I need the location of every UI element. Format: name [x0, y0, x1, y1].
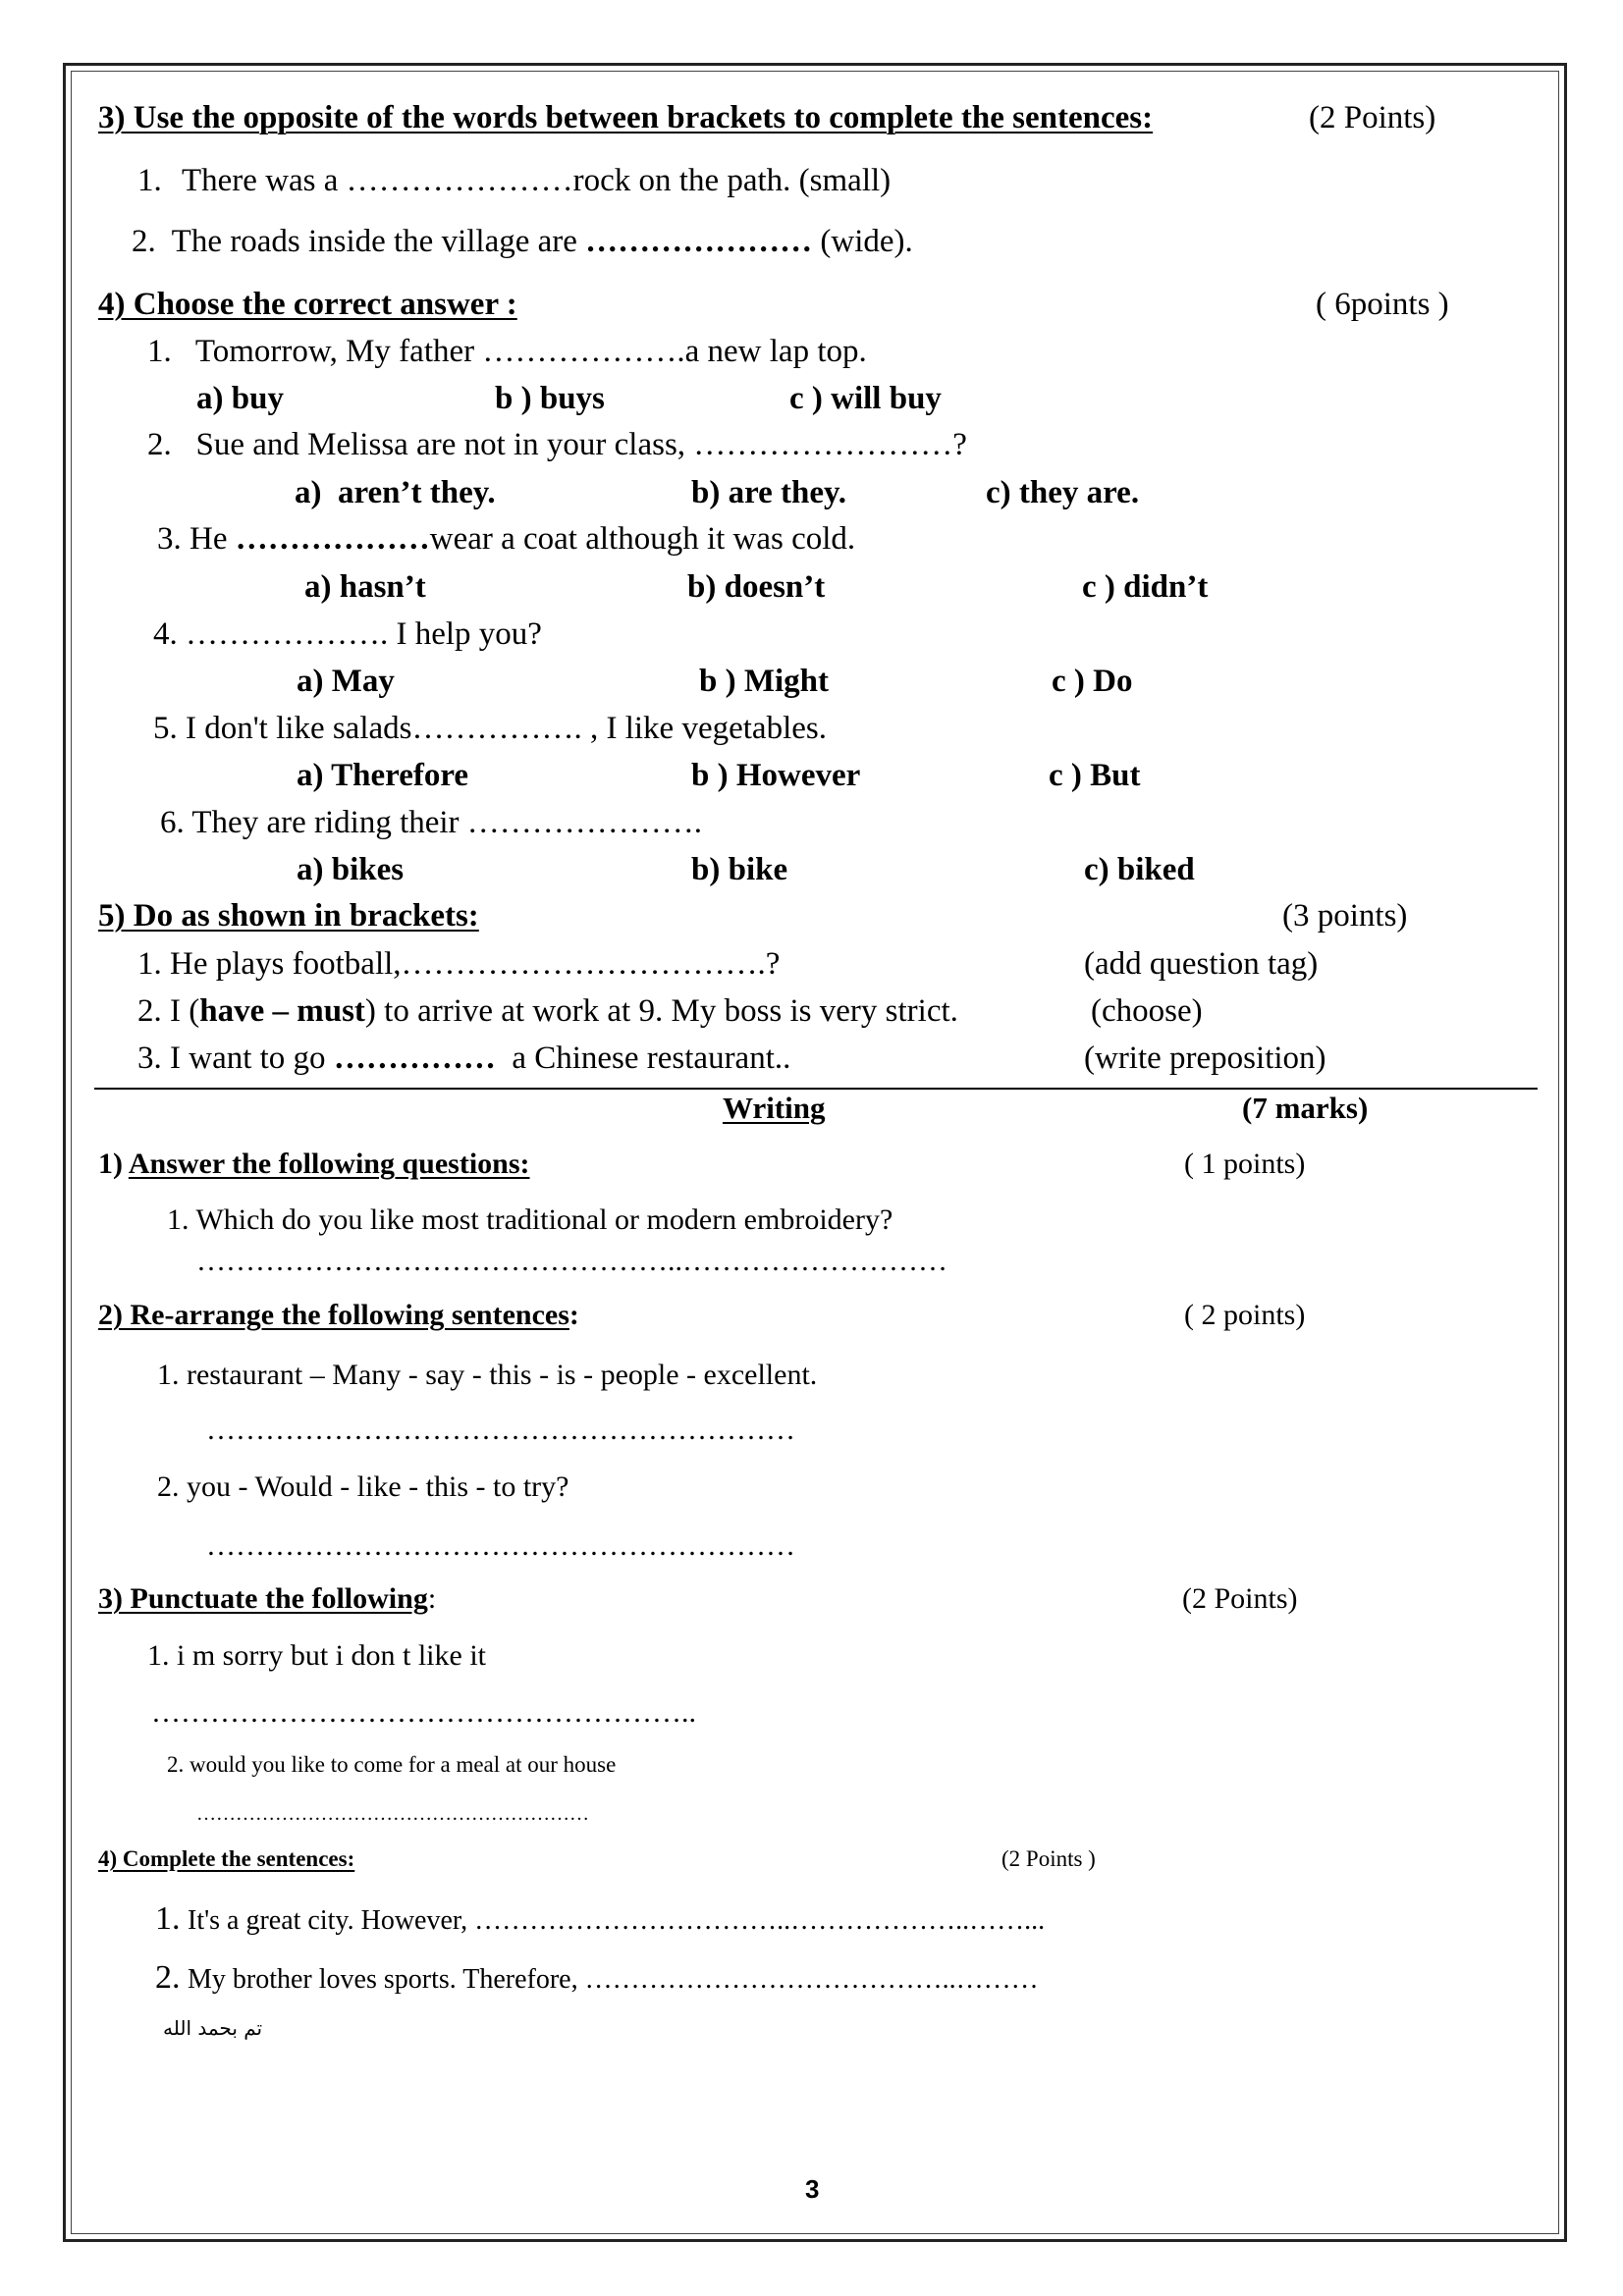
question-5-option-c[interactable]: c ) But — [1049, 758, 1141, 793]
w3-title — [98, 1584, 436, 1614]
w3-item-1-line[interactable]: ……………………………………………….. — [151, 1696, 696, 1729]
section5-item-2-instruction: (choose) — [1091, 993, 1203, 1029]
section3-item-1-num: 1. — [137, 163, 162, 198]
question-1-option-b[interactable]: b ) buys — [495, 381, 605, 416]
w3-title-text: 3) Punctuate the following — [98, 1582, 428, 1615]
blank-dots: ………………… — [585, 224, 813, 259]
w4-item-2-text: My brother loves sports. Therefore, …………………………………..……… — [188, 1964, 1039, 1995]
section5-item-3-instruction: (write preposition) — [1084, 1041, 1326, 1076]
w3-item-1: 1. i m sorry but i don t like it — [147, 1639, 486, 1672]
question-3-option-a[interactable]: a) hasn’t — [304, 569, 426, 605]
question-4: 4. ………………. I help you? — [153, 616, 542, 652]
w1-points: ( 1 points) — [1184, 1148, 1306, 1180]
question-5-option-b[interactable]: b ) However — [691, 758, 861, 793]
question-6-option-b[interactable]: b) bike — [691, 852, 788, 887]
w2-points: ( 2 points) — [1184, 1299, 1306, 1331]
question-1-option-c[interactable]: c ) will buy — [789, 381, 942, 416]
question-4-option-c[interactable]: c ) Do — [1052, 664, 1133, 699]
question-2-option-c[interactable]: c) they are. — [986, 475, 1140, 510]
w4-item-1-num: 1. — [155, 1900, 181, 1937]
blank-dots: …………… — [333, 1041, 496, 1076]
w3-points: (2 Points) — [1182, 1582, 1298, 1615]
w4-item-1 — [155, 1902, 1045, 1936]
choice-words: have – must — [199, 993, 365, 1029]
section3-item-2 — [132, 226, 913, 258]
question-4-option-b[interactable]: b ) Might — [699, 664, 829, 699]
section3-item-1-text: There was a …………………rock on the path. (small) — [182, 163, 892, 198]
w2-colon: : — [568, 1299, 579, 1331]
item-text-pre: 2. I ( — [137, 993, 200, 1029]
question-2: 2. Sue and Melissa are not in your class, ……………………? — [147, 427, 967, 462]
w1-question: 1. Which do you like most traditional or modern embroidery? — [167, 1203, 893, 1236]
question-3-option-b[interactable]: b) doesn’t — [687, 569, 826, 605]
section4-title: 4) Choose the correct answer : — [98, 287, 517, 322]
section-divider — [94, 1088, 1538, 1090]
section5-item-1: 1. He plays football,…………………………….? — [137, 946, 781, 982]
question-5-option-a[interactable]: a) Therefore — [297, 758, 469, 793]
question-5: 5. I don't like salads……………. , I like vegetables. — [153, 711, 827, 746]
w2-item-1: 1. restaurant – Many - say - this - is - people - excellent. — [157, 1359, 818, 1391]
w1-title — [98, 1149, 530, 1179]
question-4-option-a[interactable]: a) May — [297, 664, 395, 699]
writing-marks: (7 marks) — [1242, 1091, 1369, 1125]
question-3-post: wear a coat although it was cold. — [429, 521, 856, 557]
item-text-pre: The roads inside the village are — [171, 224, 586, 259]
w4-item-2-num: 2. — [155, 1959, 181, 1996]
w2-title — [98, 1301, 579, 1330]
w1-num: 1) — [98, 1148, 123, 1180]
w3-item-2-line[interactable]: …………………………………………………… — [196, 1803, 589, 1825]
item-text-post: a Chinese restaurant.. — [495, 1041, 791, 1076]
question-6-option-a[interactable]: a) bikes — [297, 852, 405, 887]
section3-points: (2 Points) — [1309, 100, 1436, 135]
section4-points: ( 6points ) — [1316, 287, 1449, 322]
question-1-option-a[interactable]: a) buy — [196, 381, 284, 416]
w2-item-1-line[interactable]: …………………………………………………… — [206, 1414, 795, 1446]
w1-title-text: Answer the following questions: — [128, 1148, 530, 1180]
question-2-option-b[interactable]: b) are they. — [691, 475, 846, 510]
item-text-post: (wide). — [812, 224, 913, 259]
w2-title-text: 2) Re-arrange the following sentences — [98, 1299, 569, 1331]
section5-item-1-instruction: (add question tag) — [1084, 946, 1319, 982]
page-number: 3 — [805, 2174, 820, 2204]
section5-item-2 — [137, 995, 958, 1028]
w3-colon: : — [427, 1582, 437, 1615]
question-3-pre: 3. He — [157, 521, 236, 557]
blank-dots: ……………… — [235, 521, 430, 557]
item-text-pre: 3. I want to go — [137, 1041, 334, 1076]
item-text-post: ) to arrive at work at 9. My boss is very strict. — [364, 993, 958, 1029]
question-6: 6. They are riding their …………………. — [160, 805, 703, 840]
w4-points: (2 Points ) — [1001, 1846, 1096, 1871]
section5-item-3 — [137, 1042, 790, 1075]
w1-answer-line[interactable]: …………………………………………..……………………… — [196, 1245, 947, 1277]
item-num: 2. — [132, 224, 156, 259]
w2-item-2-line[interactable]: …………………………………………………… — [206, 1529, 795, 1562]
section5-title: 5) Do as shown in brackets: — [98, 898, 479, 934]
w4-item-2 — [155, 1961, 1039, 1995]
writing-title: Writing — [723, 1091, 826, 1125]
question-1: 1. Tomorrow, My father ……………….a new lap top. — [147, 334, 867, 369]
w4-title: 4) Complete the sentences: — [98, 1846, 355, 1871]
section5-points: (3 points) — [1282, 898, 1408, 934]
w4-item-1-text: It's a great city. However, ……………………………..………………..……... — [188, 1905, 1046, 1936]
section3-title: 3) Use the opposite of the words between brackets to complete the sentences: — [98, 100, 1154, 135]
question-2-option-a[interactable]: a) aren’t they. — [295, 475, 496, 510]
question-3 — [157, 523, 855, 556]
w3-item-2: 2. would you like to come for a meal at our house — [167, 1752, 617, 1777]
w2-item-2: 2. you - Would - like - this - to try? — [157, 1470, 569, 1503]
closing-phrase: تم بحمد الله — [163, 2016, 263, 2040]
question-6-option-c[interactable]: c) biked — [1084, 852, 1195, 887]
question-3-option-c[interactable]: c ) didn’t — [1082, 569, 1209, 605]
